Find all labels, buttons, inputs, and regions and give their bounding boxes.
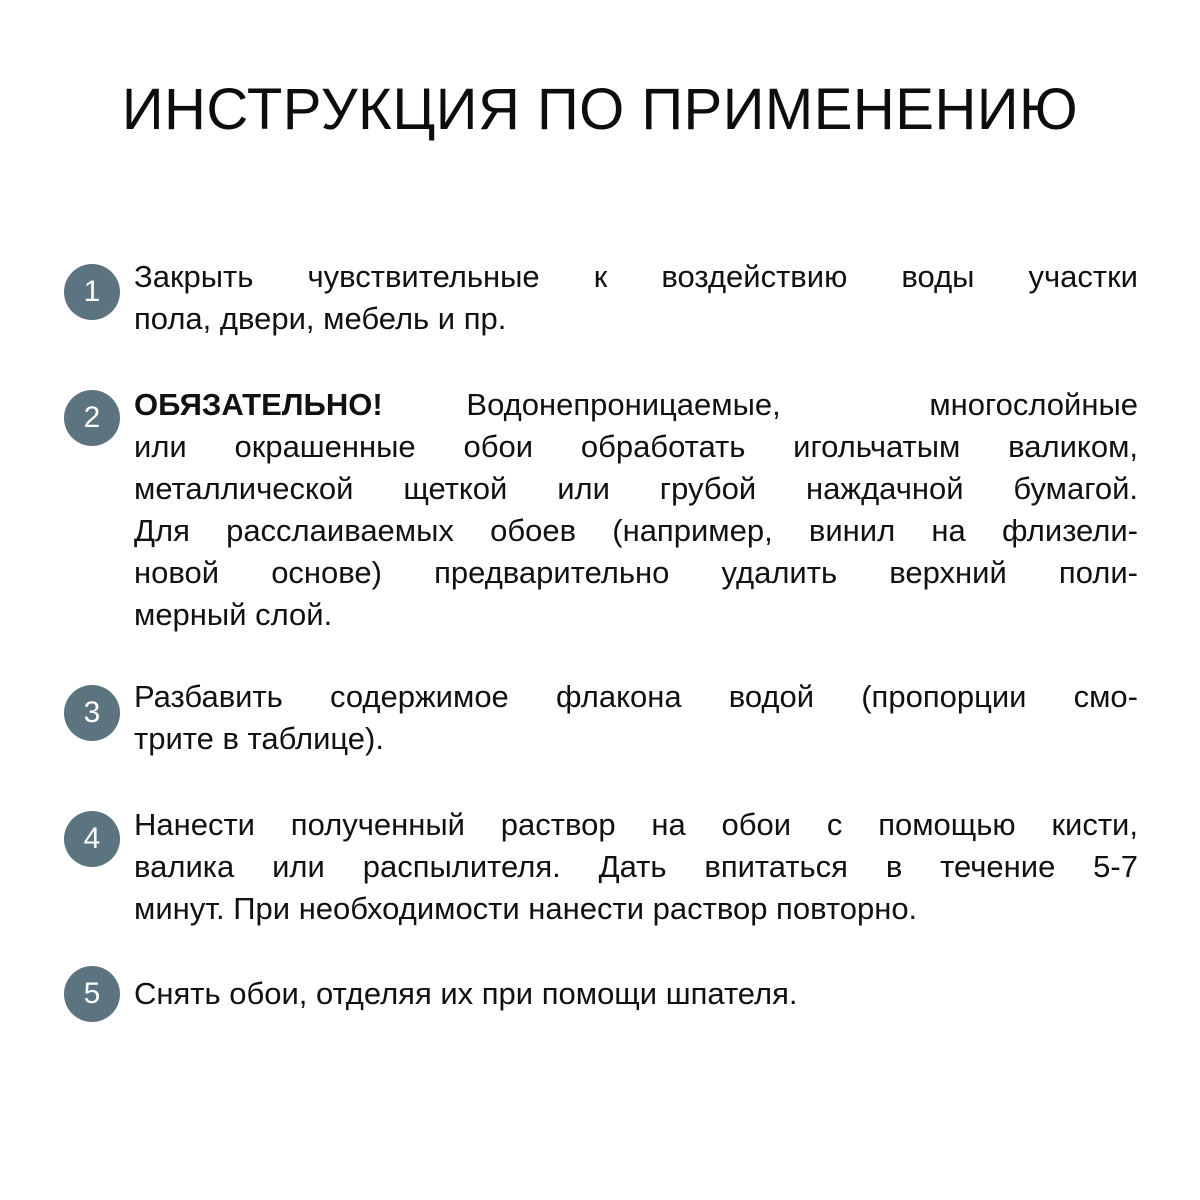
step-text bbox=[134, 384, 1138, 636]
step-number-badge: 5 bbox=[64, 966, 120, 1022]
step-line: Для расслаиваемых обоев (например, винил на флизели- bbox=[134, 513, 1138, 548]
step-line: Нанести полученный раствор на обои с помощью кисти, bbox=[134, 807, 1138, 842]
page-title: ИНСТРУКЦИЯ ПО ПРИМЕНЕНИЮ bbox=[121, 77, 1079, 142]
step-text bbox=[134, 256, 1138, 340]
emphasis-mandatory: ОБЯЗАТЕЛЬНО! bbox=[134, 387, 383, 422]
step-line: мерный слой. bbox=[134, 597, 333, 632]
step-line: или окрашенные обои обработать игольчатым валиком, bbox=[134, 429, 1138, 464]
step-number-badge: 4 bbox=[64, 811, 120, 867]
step-line: Разбавить содержимое флакона водой (пропорции смо- bbox=[134, 679, 1138, 714]
step-line: Снять обои, отделяя их при помощи шпателя. bbox=[134, 976, 798, 1011]
step-line: валика или распылителя. Дать впитаться в течение 5-7 bbox=[134, 849, 1138, 884]
step-text bbox=[134, 804, 1138, 930]
step-number-badge: 3 bbox=[64, 685, 120, 741]
step-line bbox=[134, 384, 1138, 426]
step-line-part: Водонепроницаемые, многослойные bbox=[466, 387, 1138, 422]
step-line: металлической щеткой или грубой наждачной бумагой. bbox=[134, 471, 1138, 506]
step-line: минут. При необходимости нанести раствор повторно. bbox=[134, 891, 918, 926]
step-number-badge: 1 bbox=[64, 264, 120, 320]
step-text bbox=[134, 676, 1138, 760]
step-line: пола, двери, мебель и пр. bbox=[134, 301, 507, 336]
step-number-badge: 2 bbox=[64, 390, 120, 446]
step-text bbox=[134, 973, 1138, 1015]
step-line: трите в таблице). bbox=[134, 721, 384, 756]
step-line: новой основе) предварительно удалить верхний поли- bbox=[134, 555, 1138, 590]
step-line: Закрыть чувствительные к воздействию воды участки bbox=[134, 259, 1138, 294]
